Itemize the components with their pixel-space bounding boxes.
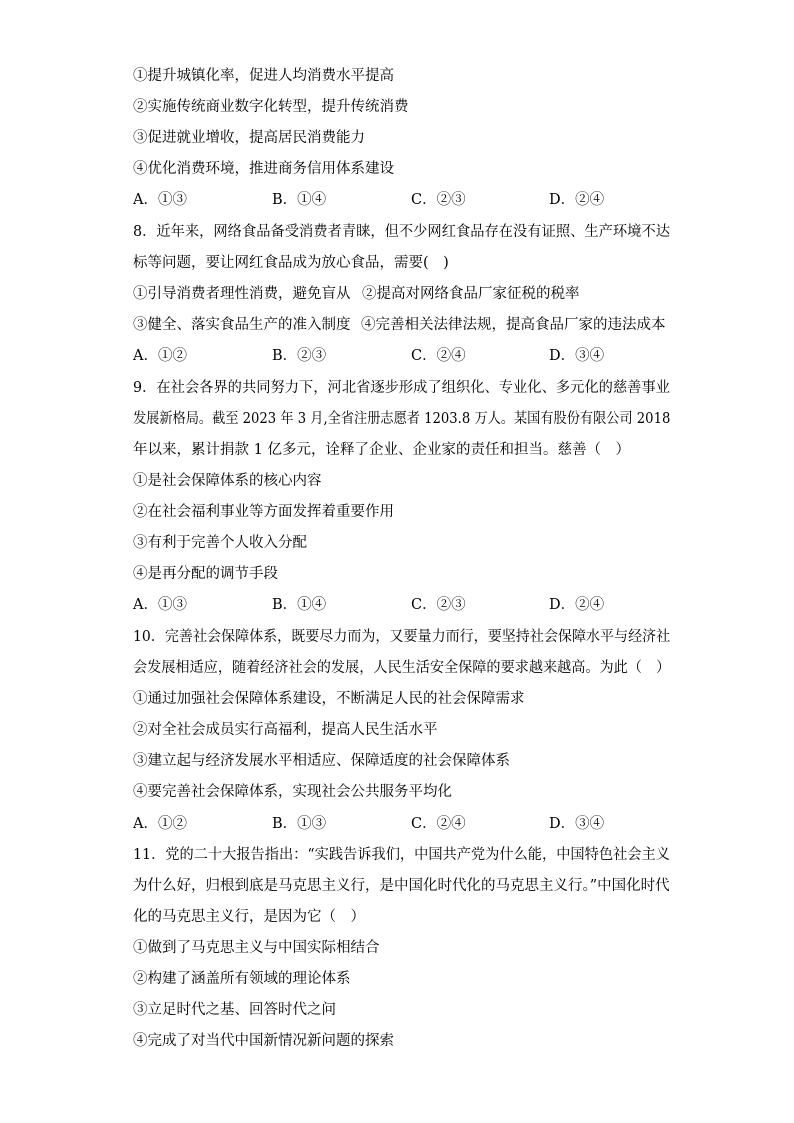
q11-item-2: ②构建了涵盖所有领域的理论体系 [133,971,351,987]
q8-stem-line-1: 8．近年来，网络食品备受消费者青睐，但不少网红食品存在没有证照、生产环境不达 [133,224,671,240]
q8-item-2: ②提高对网络食品厂家征税的税率 [362,286,580,302]
q10-option-c: C．②④ [411,816,466,832]
q8-option-d: D．③④ [549,348,605,364]
q7-item-4: ④优化消费环境，推进商务信用体系建设 [133,161,394,177]
q9-item-2: ②在社会福利事业等方面发挥着重要作用 [133,504,394,520]
q8-option-c: C．②④ [411,348,466,364]
q10-item-2: ②对全社会成员实行高福利，提高人民生活水平 [133,722,438,738]
q7-option-b: B．①④ [272,192,327,208]
q10-options [133,814,673,834]
q8-stem-line-2: 标等问题，要让网红食品成为放心食品，需要( ) [133,255,449,271]
q8-option-b: B．②③ [272,348,327,364]
q9-option-c: C．②③ [411,597,466,613]
q11-stem-line-1: 11．党的二十大报告指出：“实践告诉我们，中国共产党为什么能，中国特色社会主义 [133,847,670,863]
q8-item-4: ④完善相关法律法规，提高食品厂家的违法成本 [361,317,666,333]
q9-options [133,595,673,615]
q9-option-b: B．①④ [272,597,327,613]
q9-option-a: A．①③ [133,597,187,613]
q7-item-2: ②实施传统商业数字化转型，提升传统消费 [133,99,409,115]
q11-item-1: ①做到了马克思主义与中国实际相结合 [133,940,380,956]
q11-item-4: ④完成了对当代中国新情况新问题的探索 [133,1033,394,1049]
q10-option-b: B．①③ [272,816,327,832]
q9-stem-line-2: 发展新格局。截至 2023 年 3 月,全省注册志愿者 1203.8 万人。某国有股份有限公司 2018 [133,411,671,427]
q11-item-3: ③立足时代之基、回答时代之问 [133,1002,336,1018]
q7-option-a: A．①③ [133,192,187,208]
q7-item-3: ③促进就业增收，提高居民消费能力 [133,130,365,146]
q10-stem-line-1: 10．完善社会保障体系，既要尽力而为，又要量力而行，要坚持社会保障水平与经济社 [133,629,671,645]
q7-option-d: D．②④ [549,192,605,208]
q10-item-3: ③建立起与经济发展水平相适应、保障适度的社会保障体系 [133,753,510,769]
q8-item-3: ③健全、落实食品生产的准入制度 [133,317,351,333]
q9-item-3: ③有利于完善个人收入分配 [133,535,307,551]
q10-stem-line-2: 会发展相适应，随着经济社会的发展，人民生活安全保障的要求越来越高。为此（ ） [133,660,671,676]
q8-option-a: A．①② [133,348,187,364]
q8-item-1: ①引导消费者理性消费，避免盲从 [133,286,351,302]
q7-item-1: ①提升城镇化率，促进人均消费水平提高 [133,68,394,84]
q11-stem-line-3: 化的马克思主义行，是因为它（ ） [133,909,365,925]
q11-stem-line-2: 为什么好，归根到底是马克思主义行，是中国化时代化的马克思主义行。”中国化时代 [133,878,670,894]
q10-option-d: D．③④ [549,816,605,832]
q9-item-1: ①是社会保障体系的核心内容 [133,473,322,489]
q9-item-4: ④是再分配的调节手段 [133,566,278,582]
q7-options [133,190,673,210]
q9-option-d: D．②④ [549,597,605,613]
q10-item-1: ①通过加强社会保障体系建设，不断满足人民的社会保障需求 [133,691,525,707]
q9-stem-line-1: 9．在社会各界的共同努力下，河北省逐步形成了组织化、专业化、多元化的慈善事业 [133,380,671,396]
q7-option-c: C．②③ [411,192,466,208]
q10-option-a: A．①② [133,816,187,832]
q9-stem-line-3: 年以来，累计捐款 1 亿多元，诠释了企业、企业家的责任和担当。慈善（ ） [133,442,630,458]
q8-options [133,346,673,366]
q10-item-4: ④要完善社会保障体系，实现社会公共服务平均化 [133,784,452,800]
